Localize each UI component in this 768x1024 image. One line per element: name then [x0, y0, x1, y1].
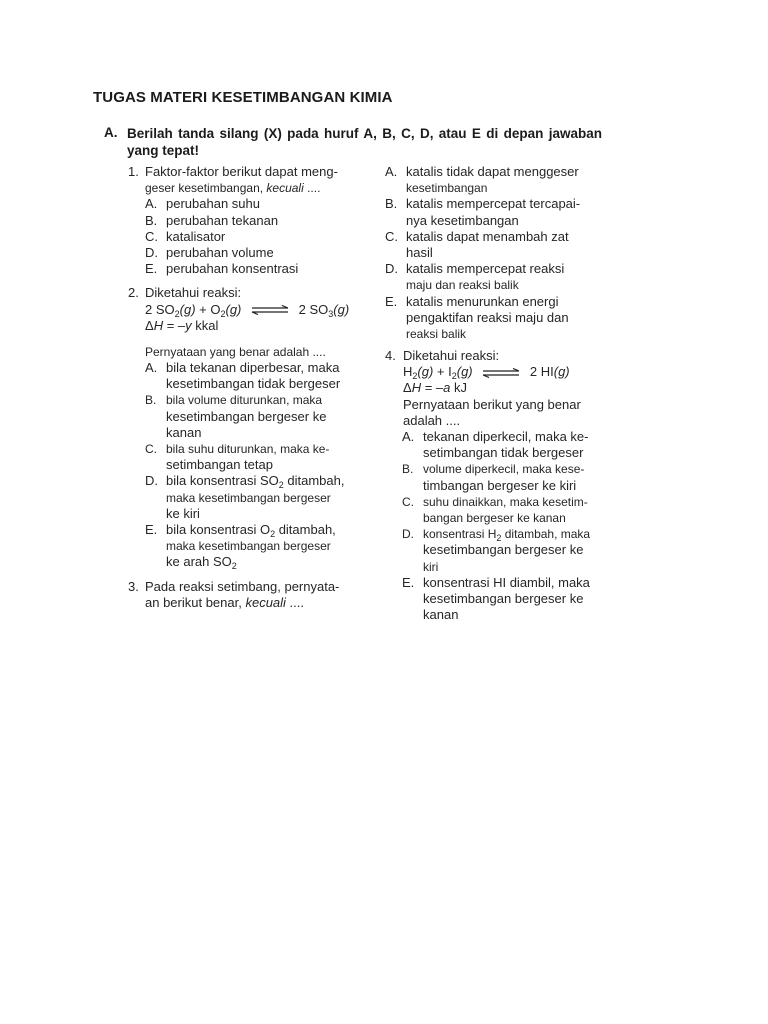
enthalpy-change: ΔH = –y kkal [145, 317, 219, 333]
question-text: Pada reaksi setimbang, pernyata- [145, 578, 340, 594]
option-text: perubahan volume [166, 244, 274, 260]
question-3 [128, 579, 348, 611]
document-title: TUGAS MATERI KESETIMBANGAN KIMIA [93, 89, 393, 106]
question-text: Diketahui reaksi: [403, 348, 500, 364]
question-3-options [385, 164, 605, 342]
question-number: 1. [128, 164, 139, 179]
question-2 [128, 285, 348, 570]
option-letter: B. [145, 212, 158, 228]
option-text: maka kesetimbangan bergeser [166, 539, 331, 554]
option-text: nya kesetimbangan [406, 212, 519, 228]
question-text-italic: kecuali [245, 594, 286, 610]
option-text: katalis mempercepat reaksi [406, 261, 565, 277]
option-letter: A. [385, 164, 398, 179]
question-text: geser kesetimbangan, [145, 181, 267, 196]
option-letter: E. [145, 521, 158, 537]
left-column [128, 164, 348, 611]
option-text: tekanan diperkecil, maka ke- [423, 429, 589, 444]
option-text: katalis mempercepat tercapai- [406, 196, 581, 212]
question-text: Diketahui reaksi: [145, 285, 242, 301]
right-column [385, 164, 605, 623]
option-text: bila volume diturunkan, maka [166, 393, 323, 408]
question-number: 3. [128, 578, 139, 594]
option-letter: B. [145, 393, 157, 408]
option-letter: C. [385, 228, 398, 244]
option-text: maka kesetimbangan bergeser [166, 490, 331, 505]
option-text: bangan bergeser ke kanan [423, 510, 566, 525]
option-text: perubahan suhu [166, 196, 260, 212]
option-text: ke kiri [166, 505, 200, 521]
option-letter: D. [145, 473, 158, 489]
option-letter: C. [145, 228, 158, 244]
option-letter: B. [385, 196, 398, 212]
option-text: kesetimbangan tidak bergeser [166, 376, 341, 392]
equilibrium-arrow-icon [482, 368, 520, 378]
option-letter: D. [145, 244, 158, 260]
section-letter: A. [104, 125, 118, 140]
option-letter: D. [402, 527, 414, 542]
reaction-equation: $H_2(g) + I_2(g)$ 2 HI(g) [403, 364, 570, 382]
option-letter: E. [402, 574, 415, 590]
option-letter: E. [385, 293, 398, 309]
option-text: katalis dapat menambah zat [406, 228, 569, 244]
section-instruction: Berilah tanda silang (X) pada huruf A, B, C, D, atau E di depan jawaban yang tepat! [127, 126, 602, 158]
option-text: suhu dinaikkan, maka kesetim- [423, 494, 588, 509]
option-text: pengaktifan reaksi maju dan [406, 309, 569, 325]
question-text-italic: kecuali [266, 181, 304, 196]
question-1 [128, 164, 348, 277]
option-text: konsentrasi $H_2$ ditambah, maka [423, 527, 591, 544]
option-letter: B. [402, 462, 414, 477]
question-number: 4. [385, 348, 396, 364]
option-text: kesetimbangan [406, 181, 488, 196]
question-number: 2. [128, 285, 139, 301]
question-stem: Pernyataan yang benar adalah .... [145, 344, 326, 359]
option-text: bila konsentrasi $SO_2$ ditambah, [166, 473, 345, 491]
question-4 [385, 348, 605, 623]
option-text: setimbangan tidak bergeser [423, 445, 584, 461]
option-text: ke arah $SO_2$ [166, 554, 237, 572]
option-text: volume diperkecil, maka kese- [423, 462, 585, 477]
option-text: kanan [166, 424, 202, 440]
question-stem: adalah .... [403, 412, 461, 428]
option-text: maju dan reaksi balik [406, 278, 519, 293]
option-text: bila suhu diturunkan, maka ke- [166, 442, 330, 456]
enthalpy-change: ΔH = –a kJ [403, 380, 467, 396]
option-text: perubahan konsentrasi [166, 261, 299, 277]
option-text: kesetimbangan bergeser ke [423, 590, 584, 606]
option-letter: E. [145, 261, 158, 277]
option-text: katalis tidak dapat menggeser [406, 164, 579, 179]
reaction-equation: 2 $SO_2(g) + O_2(g)$ 2 $SO_3(g)$ [145, 301, 350, 319]
option-text: kesetimbangan bergeser ke [166, 408, 327, 424]
option-text: reaksi balik [406, 326, 467, 341]
question-text: .... [303, 181, 321, 196]
question-text: an berikut benar, [145, 594, 246, 610]
question-stem: Pernyataan berikut yang benar [403, 396, 581, 412]
option-text: bila tekanan diperbesar, maka [166, 360, 340, 376]
option-text: katalis menurunkan energi [406, 293, 559, 309]
option-letter: C. [402, 494, 414, 509]
option-letter: A. [145, 196, 158, 212]
question-text: .... [285, 594, 304, 610]
option-text: bila konsentrasi $O_2$ ditambah, [166, 521, 336, 539]
option-text: kiri [423, 559, 439, 574]
equilibrium-arrow-icon [251, 305, 289, 315]
option-text: perubahan tekanan [166, 212, 279, 228]
option-text: setimbangan tetap [166, 457, 273, 473]
question-text: Faktor-faktor berikut dapat meng- [145, 164, 338, 179]
option-text: kanan [423, 607, 459, 623]
option-text: kesetimbangan bergeser ke [423, 542, 584, 558]
option-letter: D. [385, 261, 398, 277]
option-text: hasil [406, 244, 433, 260]
option-letter: A. [402, 429, 415, 444]
option-letter: C. [145, 442, 157, 456]
option-letter: A. [145, 360, 158, 376]
option-text: katalisator [166, 228, 226, 244]
option-text: timbangan bergeser ke kiri [423, 477, 577, 493]
option-text: konsentrasi HI diambil, maka [423, 574, 590, 590]
